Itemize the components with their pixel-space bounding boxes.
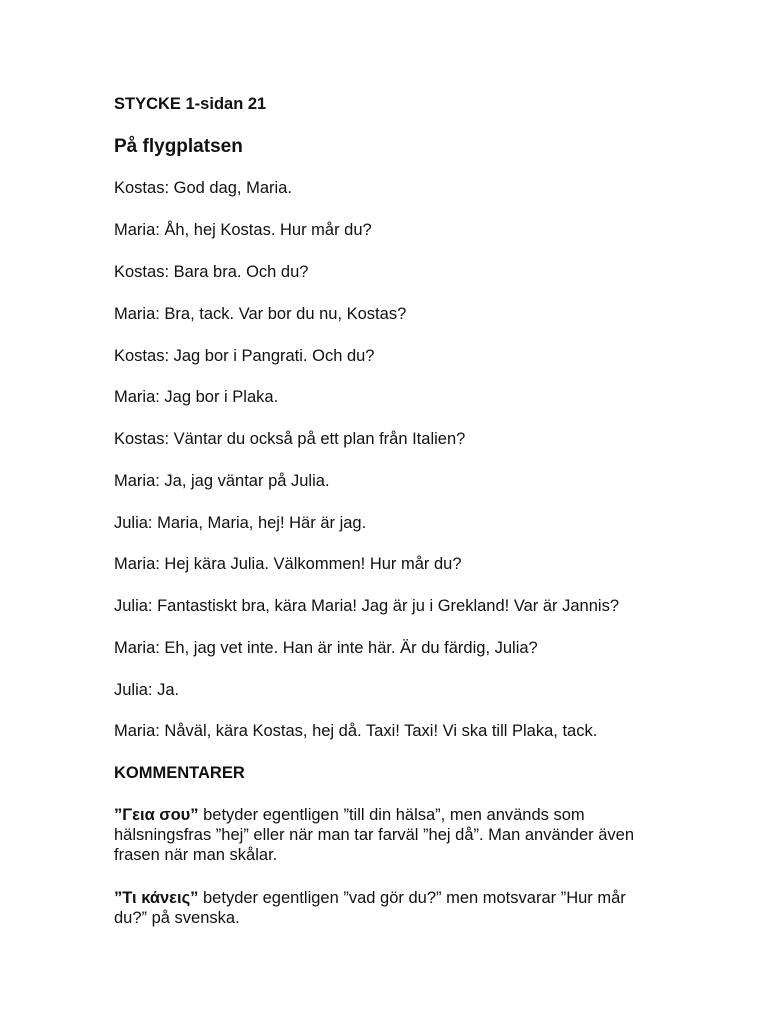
page-title: På flygplatsen bbox=[114, 136, 243, 157]
dialogue-line: Maria: Nåväl, kära Kostas, hej då. Taxi! Taxi! Vi ska till Plaka, tack. bbox=[114, 722, 598, 740]
dialogue-line: Maria: Åh, hej Kostas. Hur mår du? bbox=[114, 221, 372, 239]
comment-paragraph bbox=[114, 888, 654, 928]
dialogue-line: Kostas: Bara bra. Och du? bbox=[114, 263, 309, 281]
dialogue-line: Julia: Ja. bbox=[114, 681, 180, 699]
dialogue-line: Maria: Eh, jag vet inte. Han är inte här. Är du färdig, Julia? bbox=[114, 639, 538, 657]
comment-text: betyder egentligen ”vad gör du?” men motsvarar ”Hur mår du?” på svenska. bbox=[114, 889, 626, 927]
dialogue-line: Julia: Maria, Maria, hej! Här är jag. bbox=[114, 514, 367, 532]
comments-heading: KOMMENTARER bbox=[114, 764, 245, 782]
dialogue-line: Julia: Fantastiskt bra, kära Maria! Jag är ju i Grekland! Var är Jannis? bbox=[114, 597, 619, 615]
section-label: STYCKE 1-sidan 21 bbox=[114, 95, 267, 113]
comment-paragraph bbox=[114, 805, 654, 865]
dialogue-line: Maria: Ja, jag väntar på Julia. bbox=[114, 472, 330, 490]
comment-term: ”Γεια σου” bbox=[114, 806, 199, 824]
dialogue-line: Maria: Jag bor i Plaka. bbox=[114, 388, 279, 406]
dialogue-line: Maria: Hej kära Julia. Välkommen! Hur mår du? bbox=[114, 555, 462, 573]
dialogue-line: Kostas: Jag bor i Pangrati. Och du? bbox=[114, 347, 375, 365]
dialogue-line: Kostas: God dag, Maria. bbox=[114, 179, 292, 197]
comment-text: betyder egentligen ”till din hälsa”, men används som hälsningsfras ”hej” eller när man tar farväl ”hej då”. Man använder även frasen när man skålar. bbox=[114, 806, 635, 864]
dialogue-line: Maria: Bra, tack. Var bor du nu, Kostas? bbox=[114, 305, 407, 323]
dialogue-line: Kostas: Väntar du också på ett plan från Italien? bbox=[114, 430, 466, 448]
comment-term: ”Τι κάνεις” bbox=[114, 889, 199, 907]
